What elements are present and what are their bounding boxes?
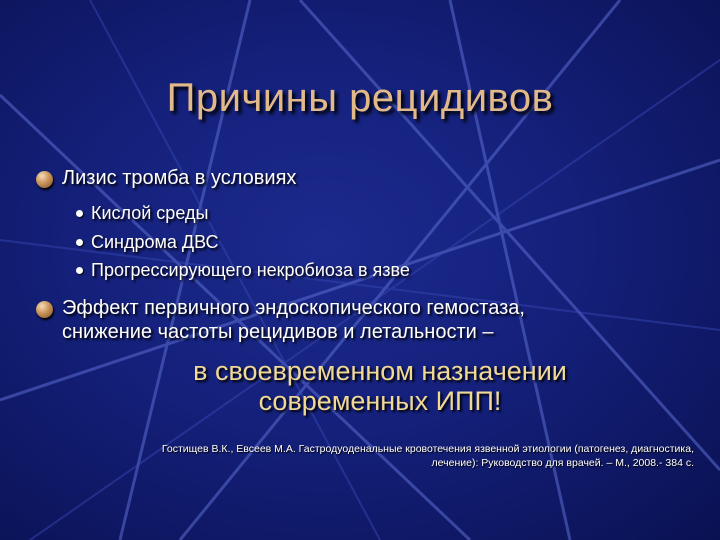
highlight-line2: современных ИПП! <box>258 386 502 416</box>
sub-bullet-text: Кислой среды <box>91 203 209 223</box>
sub-bullet-dic <box>76 231 636 253</box>
highlight-conclusion <box>0 356 720 416</box>
bullet-orb-icon <box>36 171 53 188</box>
bullet-dot-icon <box>76 210 83 217</box>
bullet-dot-icon <box>76 267 83 274</box>
bullet-text: Лизис тромба в условиях <box>62 167 297 189</box>
bullet-hemostasis-effect <box>36 296 676 344</box>
bullet-dot-icon <box>76 239 83 246</box>
reference-line1: Гостищев В.К., Евсеев М.А. Гастродуоденальные кровотечения язвенной этиологии (патогенез, диагностика, <box>161 443 694 455</box>
sub-bullet-text: Прогрессирующего некробиоза в язве <box>91 260 410 280</box>
highlight-line1: в своевременном назначении <box>193 356 567 386</box>
sub-bullet-acidic <box>76 202 636 224</box>
sub-bullet-text: Синдрома ДВС <box>91 232 219 252</box>
slide-title: Причины рецидивов <box>166 76 554 120</box>
bullet-text-line1: Эффект первичного эндоскопического гемостаза, <box>62 297 525 319</box>
reference-citation <box>54 442 694 470</box>
bullet-text-line2: снижение частоты рецидивов и летальности – <box>62 321 494 343</box>
reference-line2: лечение): Руководство для врачей. – М., 2008.- 384 с. <box>431 457 694 469</box>
bullet-thrombus-lysis <box>36 166 676 190</box>
bullet-orb-icon <box>36 301 53 318</box>
sub-bullet-necrobiosis <box>76 259 636 281</box>
